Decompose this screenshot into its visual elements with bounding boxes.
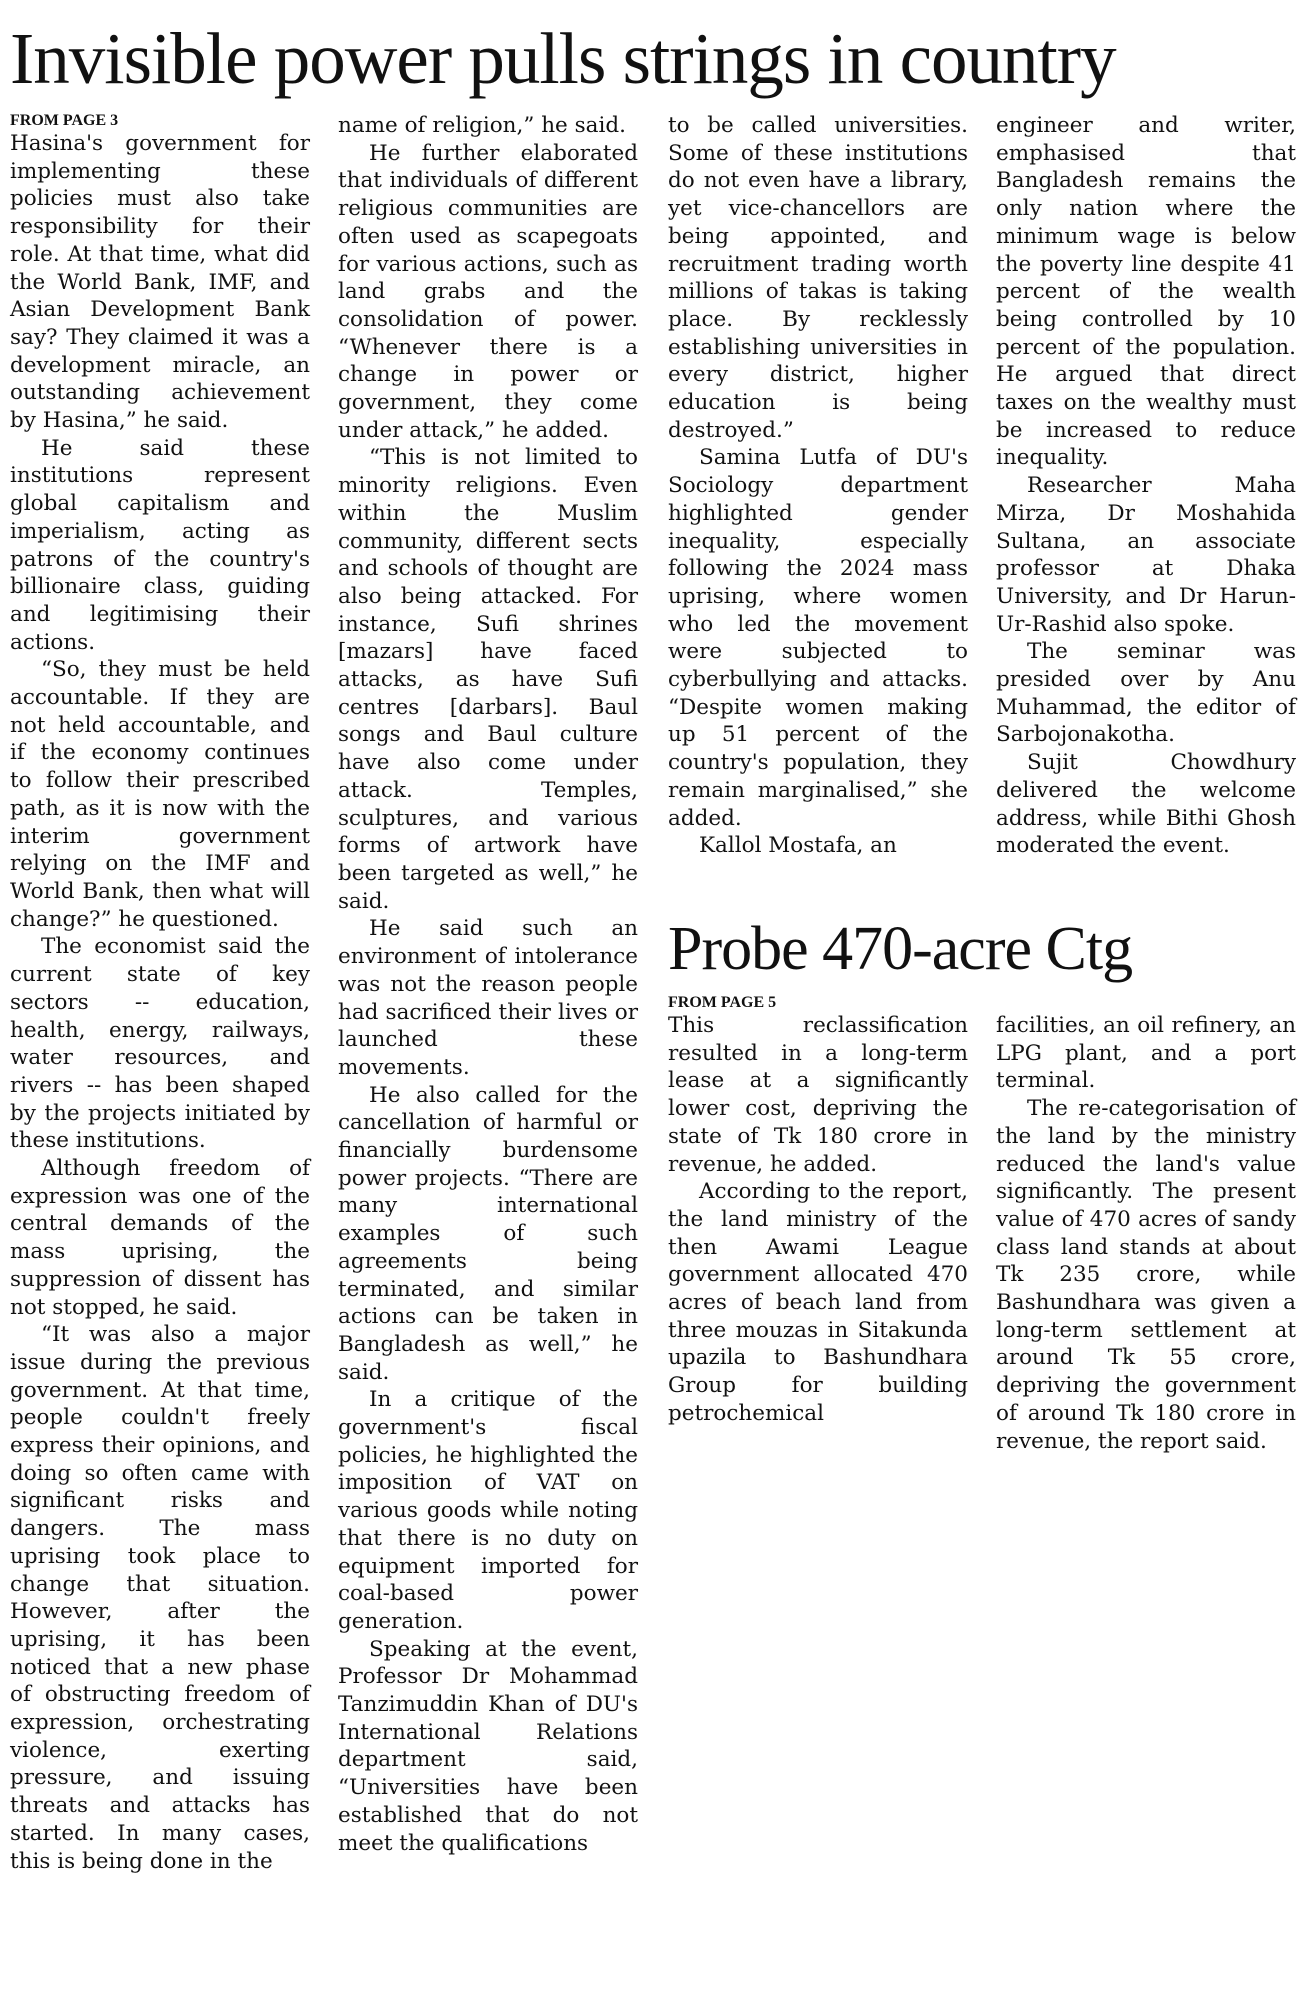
paragraph: The economist said the current state of key sectors -- education, health, energy, railways, water resources, and rivers -- has been shaped by the projects initiated by these institutions. bbox=[10, 934, 310, 1154]
paragraph: to be called universities. Some of these institutions do not even have a library, yet vice-chancellors are being appointed, and recruitment trading worth millions of takas is taking place. By recklessly establishing universities in every district, higher education is being destroyed.” bbox=[668, 113, 968, 443]
paragraph: In a critique of the government's fiscal policies, he highlighted the imposition of VAT on various goods while noting that there is no duty on equipment imported for coal-based power generation. bbox=[338, 1387, 638, 1634]
story2-column-1 bbox=[668, 994, 968, 1428]
paragraph: “So, they must be held accountable. If they are not held accountable, and if the economy continues to follow their prescribed path, as it is now with the interim government relying on the IMF and World Bank, then what will change?” he questioned. bbox=[10, 657, 310, 932]
paragraph: Although freedom of expression was one of the central demands of the mass uprising, the suppression of dissent has not stopped, he said. bbox=[10, 1156, 310, 1320]
story2-kicker: FROM PAGE 5 bbox=[668, 994, 777, 1011]
story1-kicker: FROM PAGE 3 bbox=[10, 112, 119, 129]
paragraph: The re-categorisation of the land by the ministry reduced the land's value significantly. The present value of 470 acres of sandy class land stands at about Tk 235 crore, while Bashundhara was given a long-term settlement at around Tk 55 crore, depriving the government of around Tk 180 crore in revenue, the report said. bbox=[996, 1096, 1296, 1454]
paragraph: He further elaborated that individuals of different religious communities are often used as scapegoats for various actions, such as land grabs and the consolidation of power. “Whenever there is a change in power or government, they come under attack,” he added. bbox=[338, 140, 638, 443]
paragraph: He also called for the cancellation of harmful or financially burdensome power projects. “There are many international examples of such agreements being terminated, and similar actions can be taken in Bangladesh as well,” he said. bbox=[338, 1082, 638, 1385]
paragraph: According to the report, the land ministry of the then Awami League government allocated 470 acres of beach land from three mouzas in Sitakunda upazila to Bashundhara Group for building petrochemical bbox=[668, 1179, 968, 1426]
paragraph: facilities, an oil refinery, an LPG plant, and a port terminal. bbox=[996, 1013, 1296, 1094]
paragraph: name of religion,” he said. bbox=[338, 113, 626, 138]
story1-column-3 bbox=[668, 112, 968, 860]
paragraph: Researcher Maha Mirza, Dr Moshahida Sultana, an associate professor at Dhaka University, and Dr Harun-Ur-Rashid also spoke. bbox=[996, 473, 1296, 637]
paragraph: Speaking at the event, Professor Dr Mohammad Tanzimuddin Khan of DU's International Relations department said, “Universities have been established that do not meet the qualifications bbox=[338, 1636, 638, 1856]
paragraph: Samina Lutfa of DU's Sociology department highlighted gender inequality, especially following the 2024 mass uprising, where women who led the movement were subjected to cyberbullying and attacks. “Despite women making up 51 percent of the country's population, they remain marginalised,” she added. bbox=[668, 445, 968, 831]
paragraph: “It was also a major issue during the previous government. At that time, people couldn't freely express their opinions, and doing so often came with significant risks and dangers. The mass uprising took place to change that situation. However, after the uprising, it has been noticed that a new phase of obstructing freedom of expression, orchestrating violence, exerting pressure, and issuing threats and attacks has started. In many cases, this is being done in the bbox=[10, 1322, 310, 1874]
paragraph: “This is not limited to minority religions. Even within the Muslim community, different sects and schools of thought are also being attacked. For instance, Sufi shrines [mazars] have faced attacks, as have Sufi centres [darbars]. Baul songs and Baul culture have also come under attack. Temples, sculptures, and various forms of artwork have been targeted as well,” he said. bbox=[338, 445, 638, 914]
paragraph: Sujit Chowdhury delivered the welcome address, while Bithi Ghosh moderated the event. bbox=[996, 750, 1296, 859]
paragraph: engineer and writer, emphasised that Bangladesh remains the only nation where the minimum wage is below the poverty line despite 41 percent of the wealth being controlled by 10 percent of the population. He argued that direct taxes on the wealthy must be increased to reduce inequality. bbox=[996, 113, 1296, 471]
story2-headline: Probe 470-acre Ctg bbox=[668, 915, 1133, 983]
paragraph: He said such an environment of intolerance was not the reason people had sacrificed their lives or launched these movements. bbox=[338, 916, 638, 1080]
paragraph: Kallol Mostafa, an bbox=[699, 833, 897, 859]
paragraph: Hasina's government for implementing these policies must also take responsibility for their role. At that time, what did the World Bank, IMF, and Asian Development Bank say? They claimed it was a development miracle, an outstanding achievement by Hasina,” he said. bbox=[10, 131, 310, 434]
paragraph: He said these institutions represent global capitalism and imperialism, acting as patrons of the country's billionaire class, guiding and legitimising their actions. bbox=[10, 435, 310, 655]
story1-column-4 bbox=[996, 112, 1296, 860]
story1-column-1 bbox=[10, 112, 310, 1875]
paragraph: The seminar was presided over by Anu Muhammad, the editor of Sarbojonakotha. bbox=[996, 639, 1296, 748]
paragraph: This reclassification resulted in a long-term lease at a significantly lower cost, depriving the state of Tk 180 crore in revenue, he added. bbox=[668, 1013, 968, 1177]
story2-column-2 bbox=[996, 1012, 1296, 1455]
story1-column-2 bbox=[338, 112, 638, 1857]
story1-headline: Invisible power pulls strings in country bbox=[10, 18, 1116, 99]
